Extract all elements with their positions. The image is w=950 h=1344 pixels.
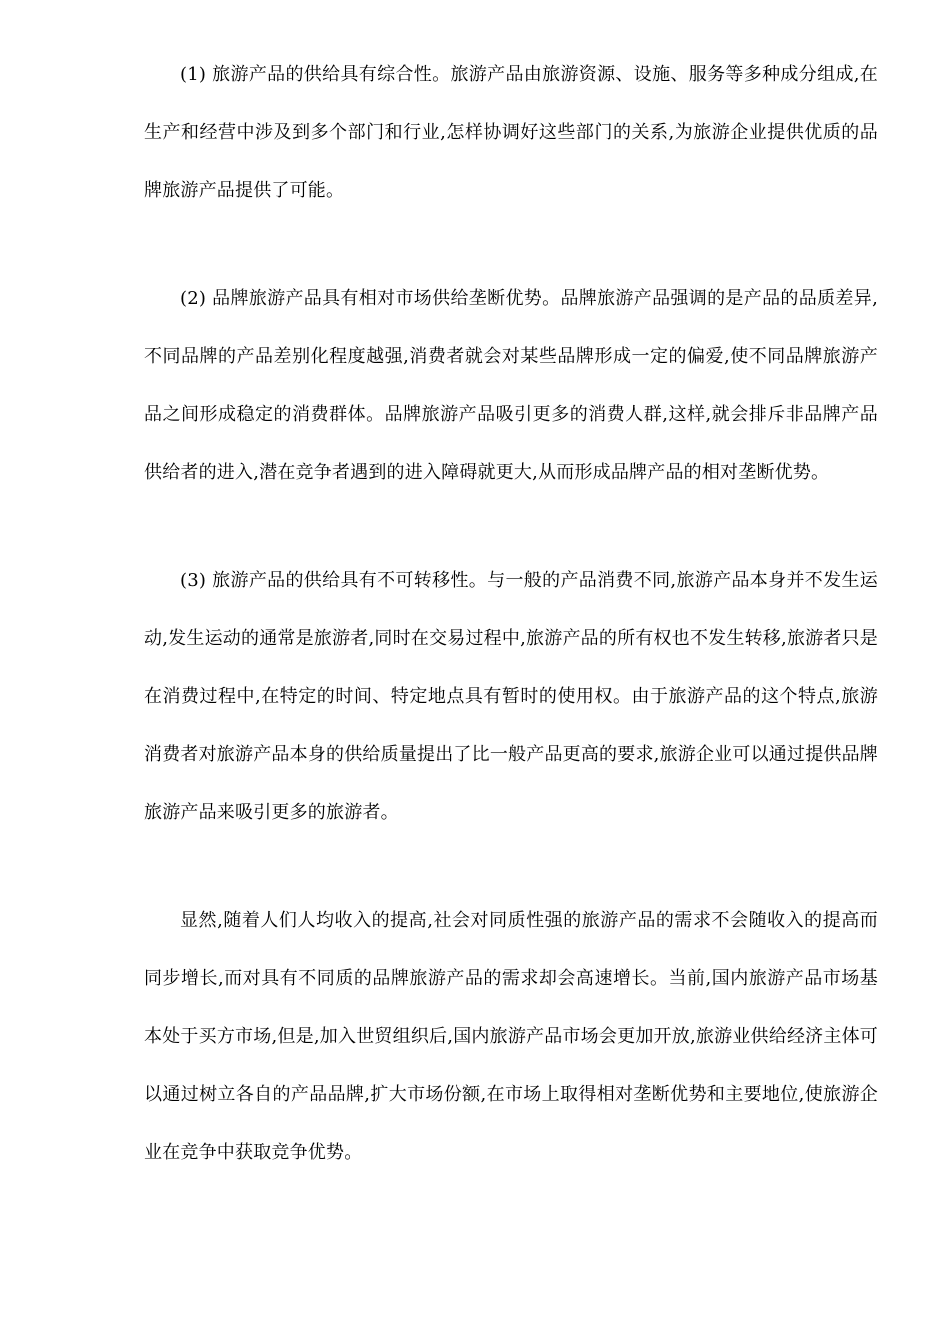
paragraph-conclusion: 显然,随着人们人均收入的提高,社会对同质性强的旅游产品的需求不会随收入的提高而同步增长,而对具有不同质的品牌旅游产品的需求却会高速增长。当前,国内旅游产品市场基本处于买方市场,但是,加入世贸组织后,国内旅游产品市场会更加开放,旅游业供给经济主体可以通过树立各自的产品品牌,扩大市场份额,在市场上取得相对垄断优势和主要地位,使旅游企业在竞争中获取竞争优势。 bbox=[144, 910, 878, 1163]
paragraph-non-transferable-supply: (3) 旅游产品的供给具有不可转移性。与一般的产品消费不同,旅游产品本身并不发生运动,发生运动的通常是旅游者,同时在交易过程中,旅游产品的所有权也不发生转移,旅游者只是在消费过程中,在特定的时间、特定地点具有暂时的使用权。由于旅游产品的这个特点,旅游消费者对旅游产品本身的供给质量提出了比一般产品更高的要求,旅游企业可以通过提供品牌旅游产品来吸引更多的旅游者。 bbox=[144, 570, 878, 823]
paragraph-brand-monopoly-advantage: (2) 品牌旅游产品具有相对市场供给垄断优势。品牌旅游产品强调的是产品的品质差异,不同品牌的产品差别化程度越强,消费者就会对某些品牌形成一定的偏爱,使不同品牌旅游产品之间形成稳定的消费群体。品牌旅游产品吸引更多的消费人群,这样,就会排斥非品牌产品供给者的进入,潜在竞争者遇到的进入障碍就更大,从而形成品牌产品的相对垄断优势。 bbox=[144, 288, 878, 483]
paragraph-supply-comprehensive: (1) 旅游产品的供给具有综合性。旅游产品由旅游资源、设施、服务等多种成分组成,在生产和经营中涉及到多个部门和行业,怎样协调好这些部门的关系,为旅游企业提供优质的品牌旅游产品提供了可能。 bbox=[144, 64, 878, 201]
document-body bbox=[144, 46, 878, 1182]
